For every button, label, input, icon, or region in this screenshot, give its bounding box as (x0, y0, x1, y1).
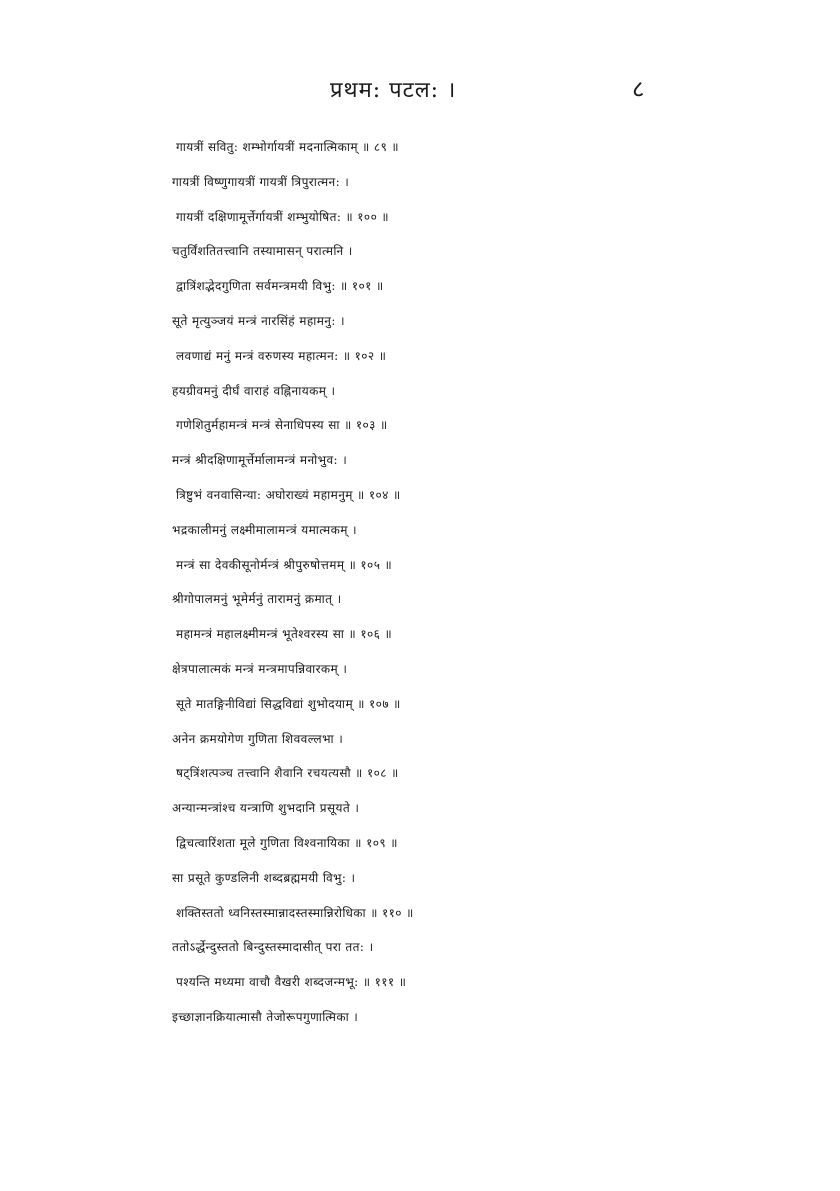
verse-line: पश्यन्ति मध्यमा वाचौ वैखरी शब्दजन्मभू: ॥ १११ ॥ (176, 975, 407, 990)
verse-line: अन्यान्मन्त्रांश्च यन्त्राणि शुभदानि प्रसूयते । (172, 801, 360, 816)
verse-line: लवणाद्यं मनुं मन्त्रं वरुणस्य महात्मन: ॥ १०२ ॥ (176, 348, 387, 363)
page-header (0, 74, 840, 108)
verse-line: क्षेत्रपालात्मकं मन्त्रं मन्त्रमापन्निवारकम् । (172, 661, 348, 676)
verse-line: अनेन क्रमयोगेण गुणिता शिववल्लभा । (172, 731, 344, 746)
verse-line: गणेशितुर्महामन्त्रं मन्त्रं सेनाधिपस्य सा ॥ १०३ ॥ (176, 418, 388, 433)
verse-line: श्रीगोपालमनुं भूमेर्मनुं तारामनुं क्रमात् । (172, 592, 342, 607)
verse-line: गायत्रीं दक्षिणामूर्त्तेर्गायत्रीं शम्भुयोषित: ॥ १०० ॥ (176, 209, 390, 224)
verse-line: चतुर्विंशतितत्त्वानि तस्यामासन् परात्मनि । (172, 244, 353, 259)
verse-line: महामन्त्रं महालक्ष्मीमन्त्रं भूतेश्वरस्य सा ॥ १०६ ॥ (176, 627, 393, 642)
verse-line: गायत्रीं विष्णुगायत्रीं गायत्रीं त्रिपुरात्मन: । (172, 174, 350, 189)
verse-line: भद्रकालीमनुं लक्ष्मीमालामन्त्रं यमात्मकम् । (172, 522, 357, 537)
verse-line: ततोऽर्द्धेन्दुस्ततो बिन्दुस्तस्मादासीत् परा तत: । (172, 940, 374, 955)
verse-line: गायत्रीं सवितु: शम्भोर्गायत्रीं मदनात्मिकाम् ॥ ८९ ॥ (176, 140, 400, 154)
verse-line: त्रिष्टुभं वनवासिन्या: अघोराख्यं महामनुम् ॥ १०४ ॥ (176, 487, 401, 502)
verse-line: सूते मृत्युञ्जयं मन्त्रं नारसिंहं महामनु: । (172, 313, 345, 328)
verse-line: हयग्रीवमनुं दीर्घं वाराहं वह्निनायकम् । (172, 383, 336, 398)
verse-line: मन्त्रं सा देवकीसूनोर्मन्त्रं श्रीपुरुषोत्तमम् ॥ १०५ ॥ (176, 557, 393, 572)
verse-line: षट्त्रिंशत्पञ्च तत्त्वानि शैवानि रचयत्यसौ ॥ १०८ ॥ (176, 766, 399, 781)
verse-block (0, 130, 840, 1035)
verse-line: शक्तिस्ततो ध्वनिस्तस्मान्नादस्तस्मान्निरोधिका ॥ ११० ॥ (176, 905, 414, 920)
verse-line: सूते मातङ्गिनीविद्यां सिद्धविद्यां शुभोदयाम् ॥ १०७ ॥ (176, 696, 401, 711)
verse-line: द्विचत्वारिंशता मूले गुणिता विश्वनायिका ॥ १०९ ॥ (176, 835, 398, 850)
verse-line: सा प्रसूते कुण्डलिनी शब्दब्रह्ममयी विभु: । (172, 870, 356, 885)
page-number: ८ (632, 75, 645, 103)
verse-line: मन्त्रं श्रीदक्षिणामूर्त्तेर्मालामन्त्रं मनोभुव: । (172, 453, 348, 468)
verse-line: द्वात्रिंशद्भेदगुणिता सर्वमन्त्रमयी विभु: ॥ १०१ ॥ (176, 279, 384, 294)
verse-line: इच्छाज्ञानक्रियात्मासौ तेजोरूपगुणात्मिका । (172, 1009, 359, 1024)
chapter-title: प्रथम: पटल: । (330, 78, 457, 103)
